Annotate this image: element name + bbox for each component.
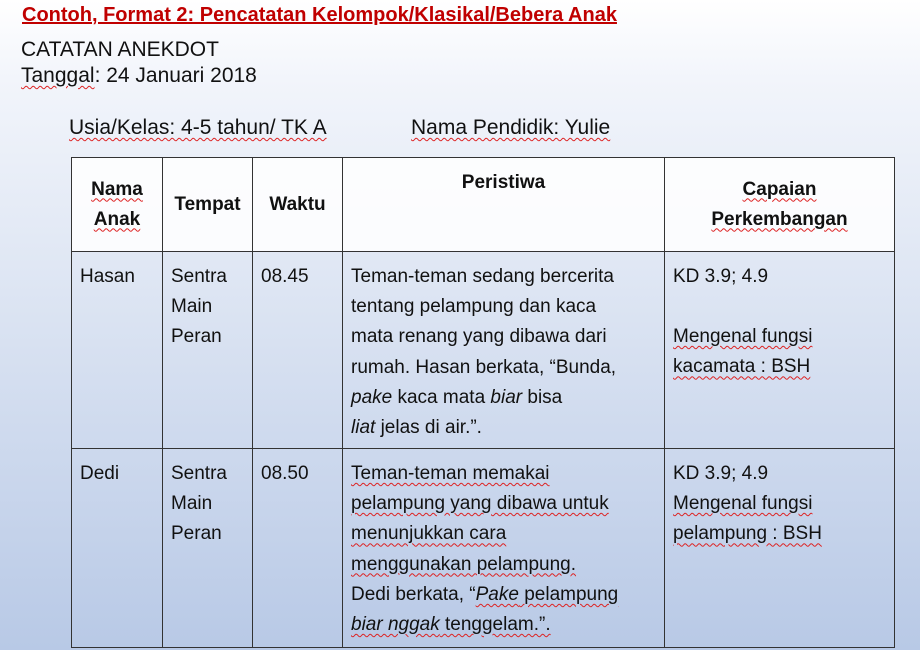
header-achievement: Capaian Perkembangan: [665, 158, 895, 252]
cell-event: Teman-teman sedang bercerita tentang pelampung dan kaca mata renang yang dibawa dari rumah. Hasan berkata, “Bunda, pake kaca mata biar bisa liat jelas di air.”.: [343, 252, 665, 449]
table-row: [72, 252, 895, 449]
table-row: [72, 449, 895, 648]
slide-heading: Contoh, Format 2: Pencatatan Kelompok/Klasikal/Bebera Anak: [22, 4, 617, 26]
anecdote-table: [71, 157, 895, 648]
cell-place: Sentra Main Peran: [163, 252, 253, 449]
cell-name: Dedi: [72, 449, 163, 648]
cell-achievement: KD 3.9; 4.9 Mengenal fungsi pelampung : BSH: [665, 449, 895, 648]
cell-event: Teman-teman memakai pelampung yang dibawa untuk menunjukkan cara menggunakan pelampung. Dedi berkata, “Pake pelampung biar nggak tenggelam.”.: [343, 449, 665, 648]
header-name: Nama Anak: [72, 158, 163, 252]
document-title: CATATAN ANEKDOT: [21, 38, 219, 61]
date-label: Tanggal: [21, 64, 95, 87]
educator-line: Nama Pendidik: Yulie: [411, 116, 611, 139]
cell-time: 08.50: [253, 449, 343, 648]
cell-achievement: KD 3.9; 4.9 Mengenal fungsi kacamata : BSH: [665, 252, 895, 449]
cell-name: Hasan: [72, 252, 163, 449]
header-place: Tempat: [163, 158, 253, 252]
cell-time: 08.45: [253, 252, 343, 449]
header-event: Peristiwa: [343, 158, 665, 252]
date-value: : 24 Januari 2018: [94, 64, 257, 87]
table-header-row: [72, 158, 895, 252]
age-class-line: Usia/Kelas: 4-5 tahun/ TK A: [69, 116, 327, 139]
cell-place: Sentra Main Peran: [163, 449, 253, 648]
document-date: [21, 64, 257, 88]
header-time: Waktu: [253, 158, 343, 252]
